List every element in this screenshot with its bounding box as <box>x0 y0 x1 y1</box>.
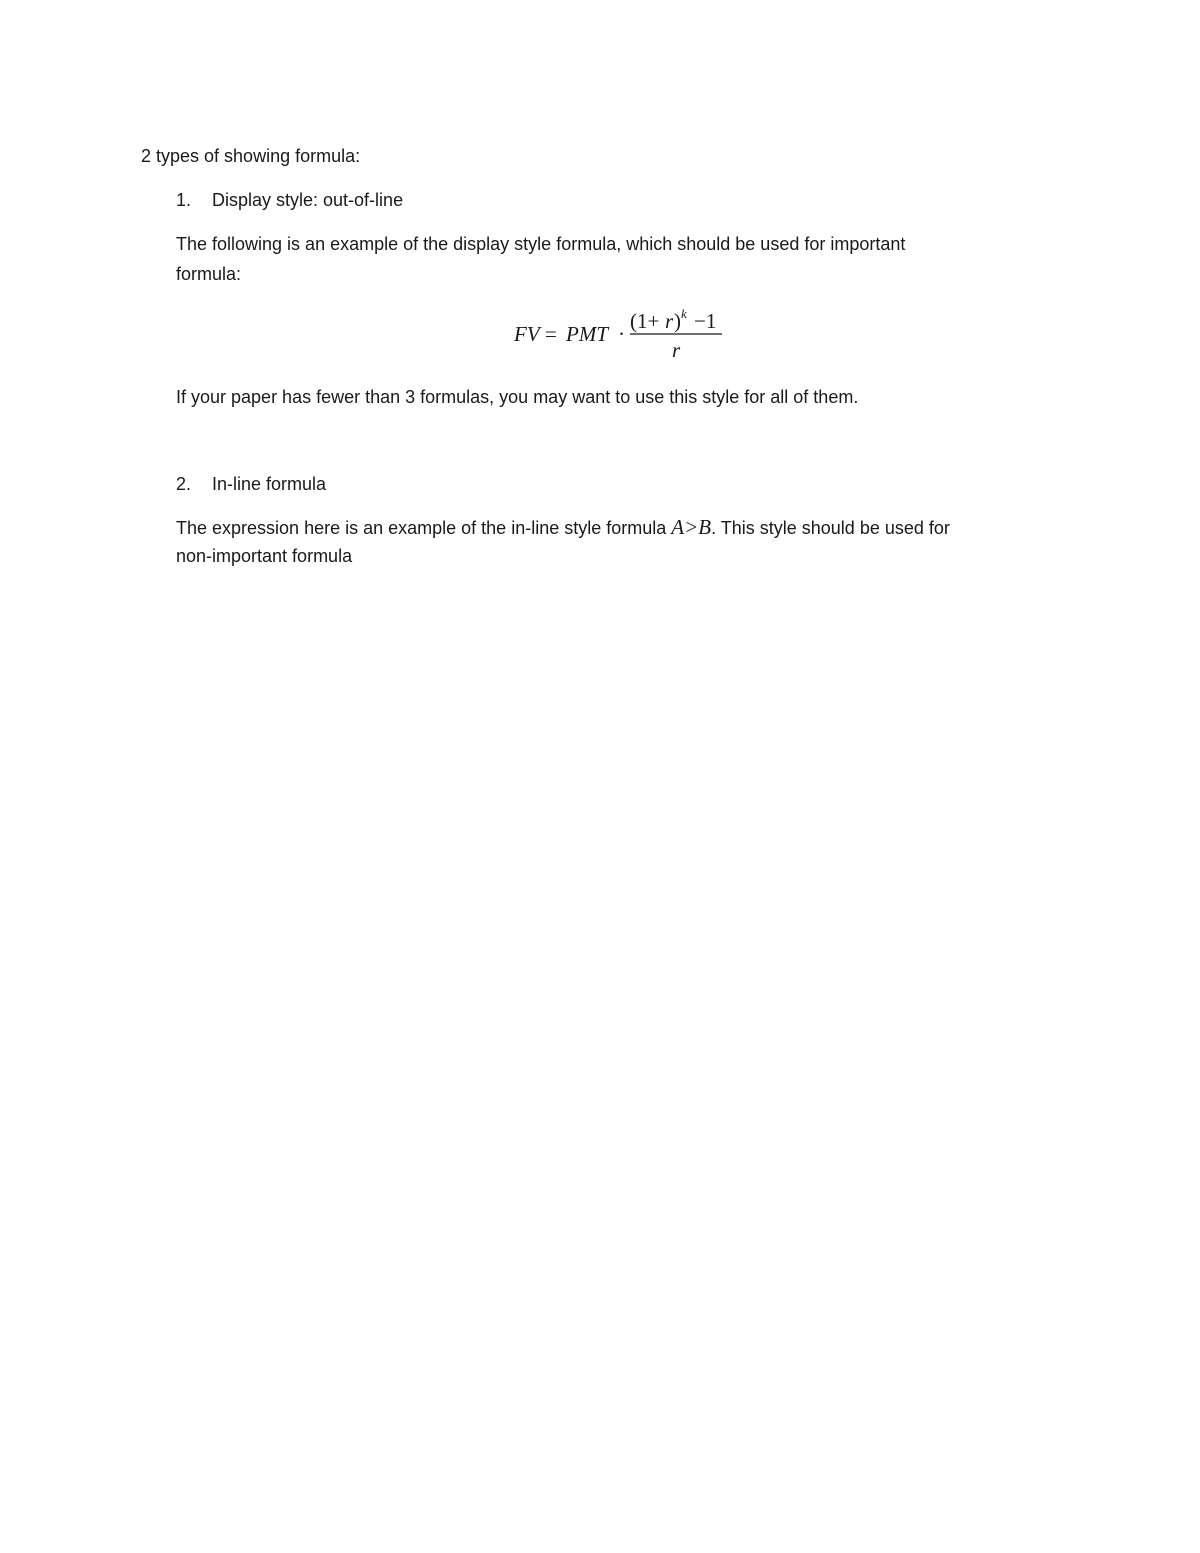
display-formula <box>512 306 742 366</box>
list-item-number: 1. <box>176 190 192 210</box>
list-item-display-style <box>176 188 403 212</box>
formula-exponent: k <box>681 306 687 321</box>
display-intro-line-2: formula: <box>176 264 242 284</box>
display-note: If your paper has fewer than 3 formulas, you may want to use this style for all of them. <box>176 387 859 407</box>
inline-text-after: . This style should be used for <box>711 518 950 538</box>
formula-equals: = <box>545 322 557 346</box>
formula-pmt: PMT <box>566 322 608 346</box>
inline-paragraph-line-1 <box>176 515 950 540</box>
formula-numerator-r: r <box>665 309 674 333</box>
list-item-label: Display style: out-of-line <box>212 190 404 210</box>
list-item-label: In-line formula <box>212 474 327 494</box>
formula-numerator-tail: −1 <box>694 309 717 333</box>
display-intro-line-1: The following is an example of the display style formula, which should be used for important <box>176 234 906 254</box>
inline-text-before: The expression here is an example of the in-line style formula <box>176 518 672 538</box>
inline-formula: A>B <box>671 515 712 539</box>
document-heading: 2 types of showing formula: <box>141 146 361 166</box>
formula-lhs: FV <box>514 322 540 346</box>
list-item-number: 2. <box>176 474 192 494</box>
formula-dot: · <box>618 322 625 346</box>
formula-numerator-close: ) <box>674 309 681 333</box>
inline-paragraph-line-2: non-important formula <box>176 546 353 566</box>
list-item-inline-formula <box>176 472 326 496</box>
formula-denominator: r <box>672 338 681 362</box>
formula-numerator-open: (1+ <box>630 309 660 333</box>
